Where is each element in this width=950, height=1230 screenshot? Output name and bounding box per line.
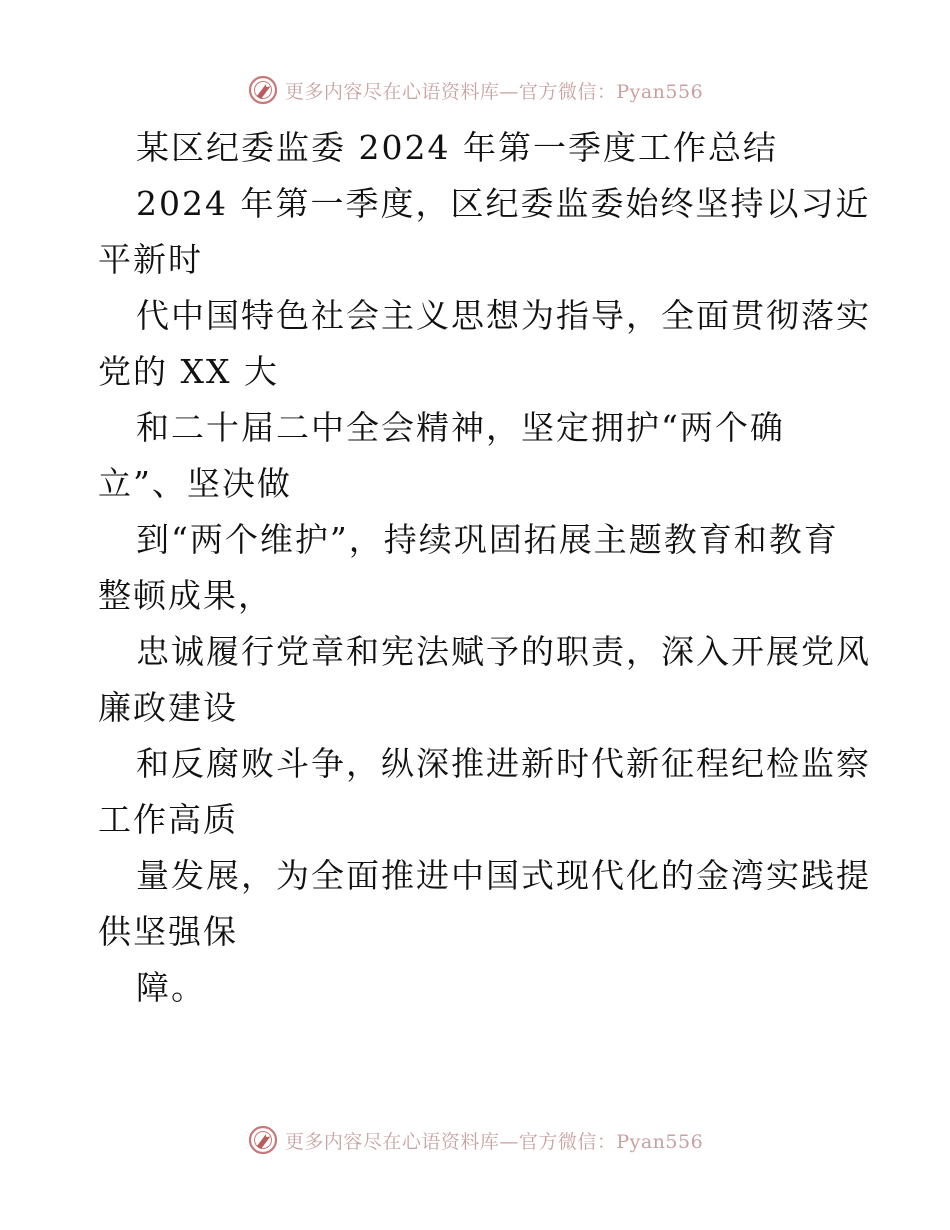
pen-nib-seal-icon bbox=[247, 74, 279, 106]
paragraph-line: 平新时 bbox=[98, 240, 203, 279]
footer-watermark bbox=[0, 1120, 950, 1160]
paragraph-line: 量发展，为全面推进中国式现代化的金湾实践提 bbox=[136, 856, 871, 895]
paragraph-line: 供坚强保 bbox=[98, 912, 238, 951]
paragraph-line: 整顿成果， bbox=[98, 576, 273, 615]
paragraph-line: 到“两个维护”，持续巩固拓展主题教育和教育 bbox=[136, 520, 839, 559]
paragraph-line: 2024 年第一季度，区纪委监委始终坚持以习近 bbox=[136, 184, 871, 223]
paragraph-line: 党的 XX 大 bbox=[98, 352, 279, 391]
paragraph-line: 代中国特色社会主义思想为指导，全面贯彻落实 bbox=[136, 296, 871, 335]
paragraph-line: 廉政建设 bbox=[98, 688, 238, 727]
header-watermark bbox=[0, 70, 950, 110]
paragraph-line: 工作高质 bbox=[98, 800, 238, 839]
footer-watermark-text: 更多内容尽在心语资料库—官方微信：Pyan556 bbox=[284, 1130, 704, 1153]
header-watermark-text: 更多内容尽在心语资料库—官方微信：Pyan556 bbox=[284, 80, 704, 103]
document-body bbox=[98, 120, 871, 1016]
paragraph-line: 立”、坚决做 bbox=[98, 464, 292, 503]
document-title: 某区纪委监委 2024 年第一季度工作总结 bbox=[136, 128, 778, 167]
pen-nib-seal-icon bbox=[247, 1124, 279, 1156]
paragraph-line: 障。 bbox=[136, 968, 206, 1007]
paragraph-line: 和二十届二中全会精神，坚定拥护“两个确 bbox=[136, 408, 785, 447]
paragraph-line: 和反腐败斗争，纵深推进新时代新征程纪检监察 bbox=[136, 744, 871, 783]
paragraph-line: 忠诚履行党章和宪法赋予的职责，深入开展党风 bbox=[136, 632, 871, 671]
